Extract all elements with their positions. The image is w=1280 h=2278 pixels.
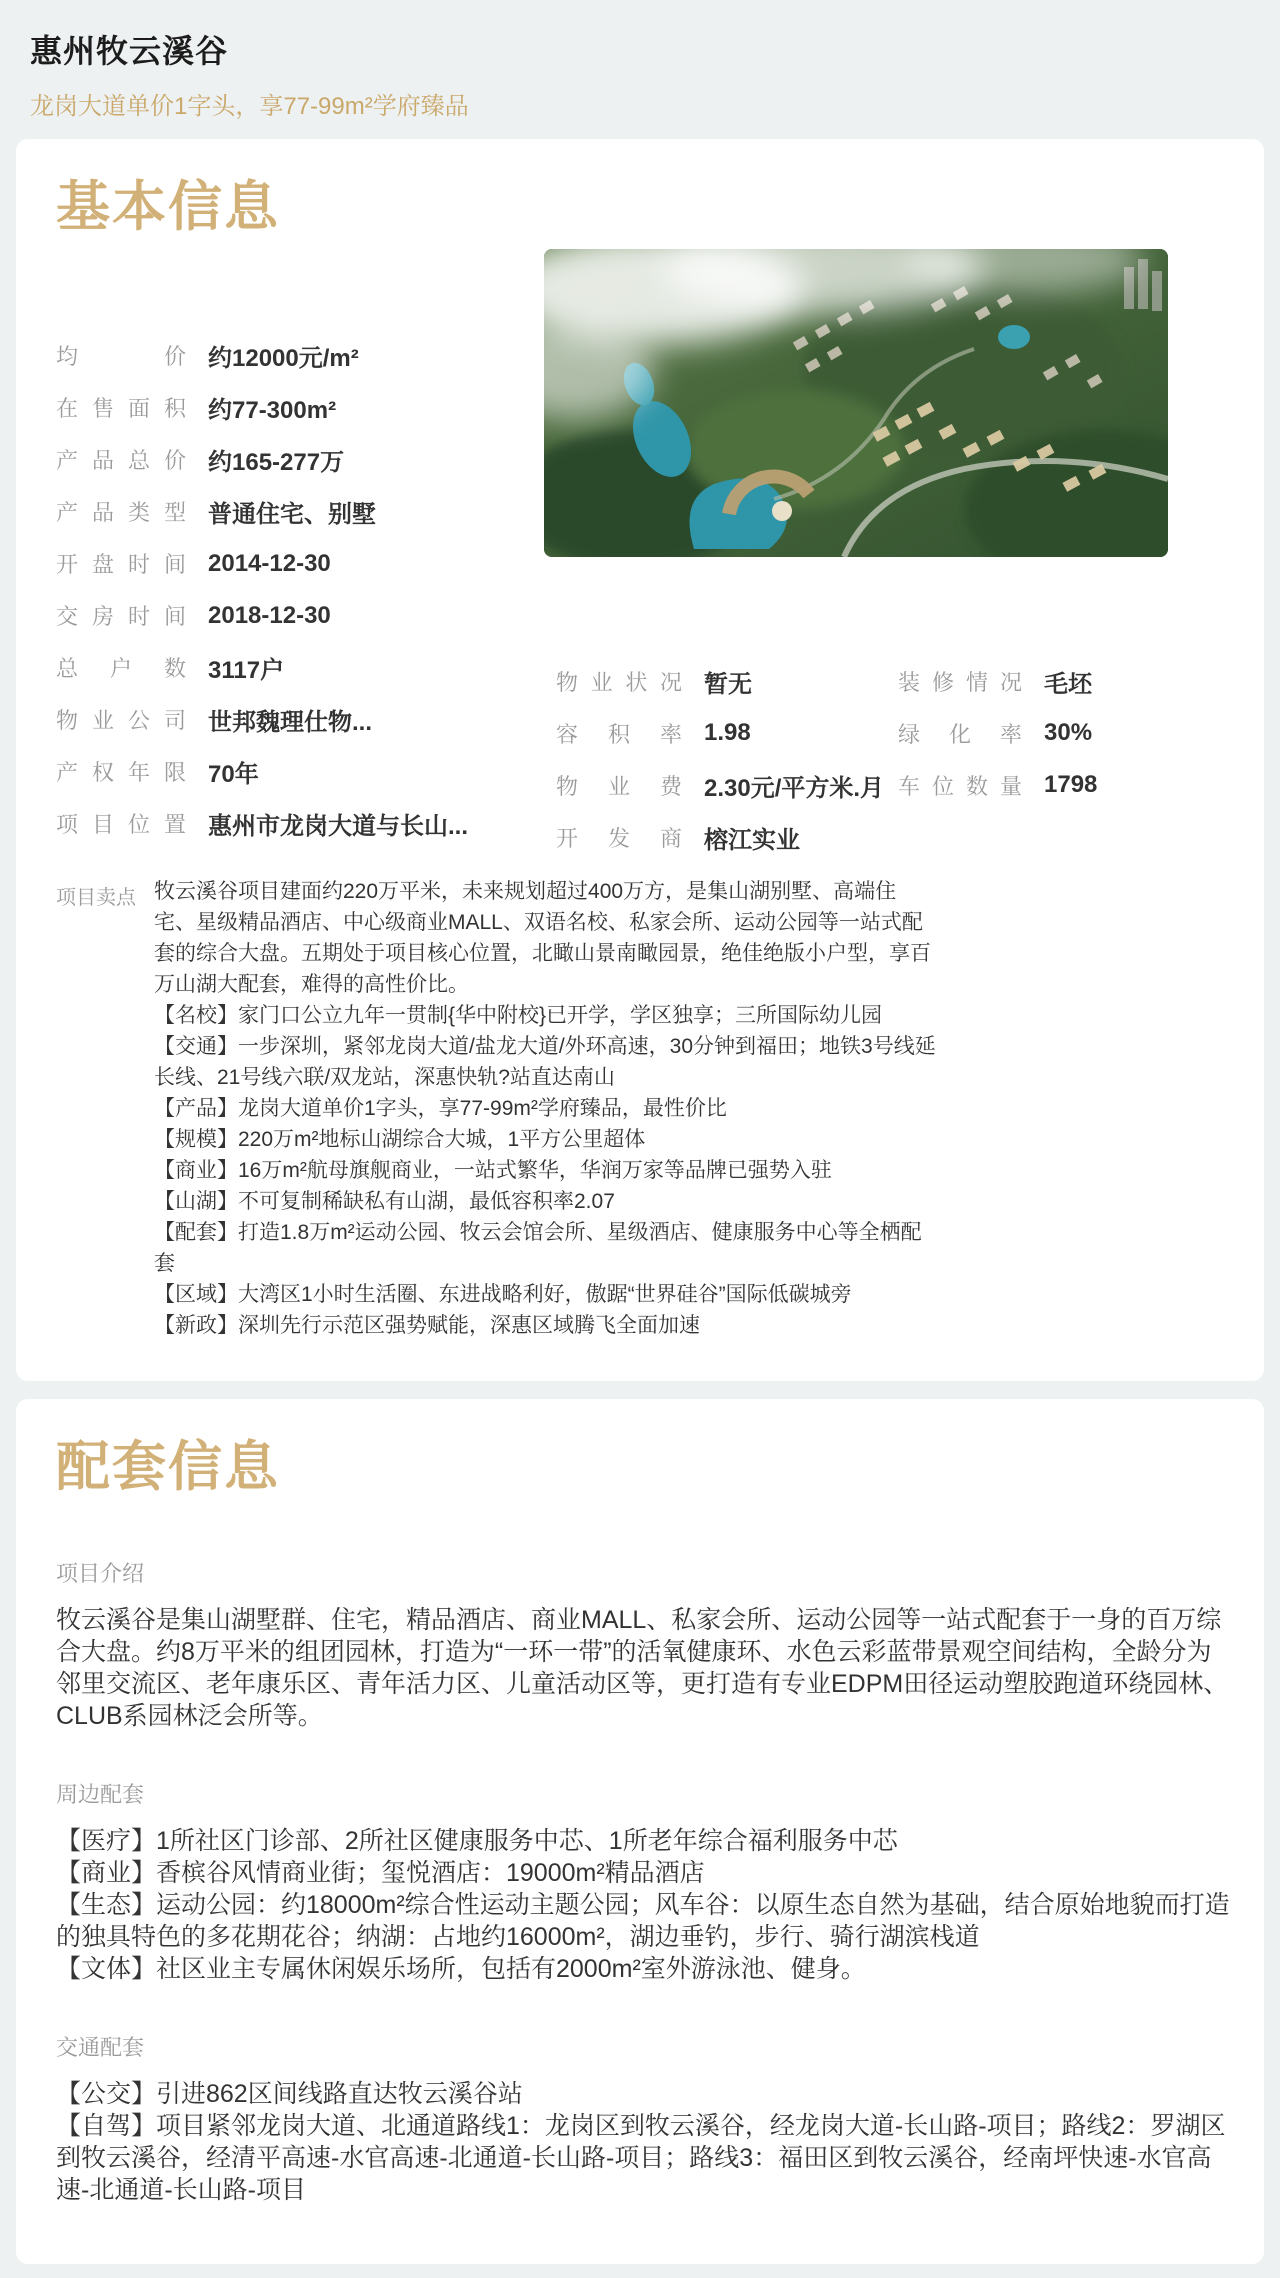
field-row-plot-ratio (556, 707, 884, 759)
field-label: 容积率 (556, 721, 682, 747)
field-row-product-type (56, 486, 536, 538)
selling-points-body (154, 876, 936, 1341)
field-row-developer (556, 811, 884, 863)
project-aerial-photo (544, 249, 1168, 557)
field-row-property-company (56, 694, 536, 746)
field-value: 毛坯 (1044, 670, 1092, 698)
field-label: 总户数 (56, 656, 186, 682)
selling-point-paragraph: 【交通】一步深圳，紧邻龙岗大道/盐龙大道/外环高速，30分钟到福田；地铁3号线延长线、21号线六联/双龙站，深惠快轨?站直达南山 (154, 1034, 936, 1089)
field-row-total-price (56, 434, 536, 486)
field-label: 开发商 (556, 825, 682, 851)
field-value: 1798 (1044, 771, 1098, 798)
field-row-project-location (56, 798, 536, 850)
field-value: 3117户 (208, 657, 285, 685)
field-row-property-status (556, 655, 884, 707)
basic-info-section-title: 基本信息 (56, 177, 280, 237)
surroundings-label: 周边配套 (56, 1782, 145, 1808)
basic-fields-left-column (56, 330, 536, 850)
project-intro-label: 项目介绍 (56, 1561, 145, 1587)
field-label: 产品类型 (56, 500, 186, 526)
field-value: 70年 (208, 761, 259, 789)
basic-fields-middle-column (556, 655, 884, 863)
field-label: 项目位置 (56, 812, 186, 838)
field-value: 2.30元/平方米.月 (704, 774, 885, 802)
traffic-item-bus: 【公交】引进862区间线路直达牧云溪谷站 (56, 2080, 523, 2109)
surroundings-item-medical: 【医疗】1所社区门诊部、2所社区健康服务中芯、1所老年综合福利服务中芯 (56, 1827, 898, 1856)
selling-point-paragraph: 【新政】深圳先行示范区强势赋能，深惠区域腾飞全面加速 (154, 1313, 700, 1337)
field-label: 交房时间 (56, 604, 186, 630)
field-label: 物业公司 (56, 708, 186, 734)
field-value: 30% (1044, 719, 1093, 746)
selling-point-paragraph: 【名校】家门口公立九年一贯制{华中附校}已开学，学区独享；三所国际幼儿园 (154, 1003, 883, 1027)
page-header (0, 0, 1280, 121)
field-row-opening-date (56, 538, 536, 590)
field-value-truncated: 惠州市龙岗大道与长山... (208, 813, 469, 841)
selling-point-paragraph: 【产品】龙岗大道单价1字头，享77-99m²学府臻品，最性价比 (154, 1096, 727, 1120)
field-value: 约77-300m² (208, 397, 337, 425)
surroundings-item-recreation: 【文体】社区业主专属休闲娱乐场所，包括有2000m²室外游泳池、健身。 (56, 1955, 866, 1984)
field-label: 均价 (56, 344, 186, 370)
field-value: 榕江实业 (704, 826, 800, 854)
field-row-parking-count (898, 759, 1097, 811)
field-value: 约12000元/m² (208, 345, 359, 373)
field-value: 暂无 (704, 670, 752, 698)
basic-fields-right-column (898, 655, 1097, 811)
selling-point-paragraph: 【区域】大湾区1小时生活圈、东进战略利好，傲踞“世界硅谷”国际低碳城旁 (154, 1282, 852, 1306)
project-intro-text: 牧云溪谷是集山湖墅群、住宅，精品酒店、商业MALL、私家会所、运动公园等一站式配套于一身的百万综合大盘。约8万平米的组团园林，打造为“一环一带”的活氧健康环、水色云彩蓝带景观空间结构，全龄分为邻里交流区、老年康乐区、青年活力区、儿童活动区等，更打造有专业EDPM田径运动塑胶跑道环绕园林、CLUB系园林泛会所等。 (56, 1606, 1229, 1731)
field-label: 物业状况 (556, 669, 682, 695)
aerial-photo-graphic (544, 249, 1168, 557)
surroundings-item-ecology: 【生态】运动公园：约18000m²综合性运动主题公园；风车谷：以原生态自然为基础，结合原始地貌而打造的独具特色的多花期花谷；纳湖：占地约16000m²，湖边垂钓，步行、骑行湖滨栈道 (56, 1891, 1230, 1952)
field-row-decoration (898, 655, 1097, 707)
field-row-average-price (56, 330, 536, 382)
field-label: 装修情况 (898, 669, 1022, 695)
field-label: 开盘时间 (56, 552, 186, 578)
facilities-section-title: 配套信息 (56, 1436, 280, 1497)
field-label: 产权年限 (56, 760, 186, 786)
field-value: 普通住宅、别墅 (208, 501, 376, 529)
selling-point-paragraph: 【商业】16万m²航母旗舰商业，一站式繁华，华润万家等品牌已强势入驻 (154, 1158, 832, 1182)
surroundings-item-commerce: 【商业】香槟谷风情商业街；玺悦酒店：19000m²精品酒店 (56, 1859, 705, 1888)
field-row-delivery-date (56, 590, 536, 642)
field-row-greening-rate (898, 707, 1097, 759)
field-value: 2018-12-30 (208, 601, 331, 629)
selling-point-paragraph: 【山湖】不可复制稀缺私有山湖，最低容积率2.07 (154, 1189, 615, 1213)
selling-point-paragraph: 【配套】打造1.8万m²运动公园、牧云会馆会所、星级酒店、健康服务中心等全栖配套 (154, 1220, 922, 1275)
field-value-truncated: 世邦魏理仕物... (208, 709, 373, 737)
field-label: 在售面积 (56, 396, 186, 422)
field-value: 约165-277万 (208, 449, 345, 477)
field-value: 2014-12-30 (208, 549, 331, 577)
field-label: 绿化率 (898, 721, 1022, 747)
page-title: 惠州牧云溪谷 (30, 33, 229, 69)
field-row-total-households (56, 642, 536, 694)
field-row-area-on-sale (56, 382, 536, 434)
field-row-property-fee (556, 759, 884, 811)
traffic-item-drive: 【自驾】项目紧邻龙岗大道、北通道路线1：龙岗区到牧云溪谷，经龙岗大道-长山路-项目；路线2：罗湖区到牧云溪谷，经清平高速-水官高速-北通道-长山路-项目；路线3：福田区到牧云溪谷，经南坪快速-水官高速-北通道-长山路-项目 (56, 2112, 1226, 2205)
field-label: 产品总价 (56, 448, 186, 474)
page-subtitle: 龙岗大道单价1字头，享77-99m²学府臻品 (30, 93, 469, 120)
field-label: 车位数量 (898, 773, 1022, 799)
selling-point-paragraph: 牧云溪谷项目建面约220万平米，未来规划超过400万方，是集山湖别墅、高端住宅、星级精品酒店、中心级商业MALL、双语名校、私家会所、运动公园等一站式配套的综合大盘。五期处于项目核心位置，北瞰山景南瞰园景，绝佳绝版小户型，享百万山湖大配套，难得的高性价比。 (154, 879, 931, 996)
field-row-tenure-years (56, 746, 536, 798)
selling-point-paragraph: 【规模】220万m²地标山湖综合大城，1平方公里超体 (154, 1127, 646, 1151)
selling-points-label: 项目卖点 (56, 886, 136, 909)
selling-points-row (56, 876, 1224, 1341)
basic-info-card (16, 139, 1264, 1381)
traffic-label: 交通配套 (56, 2035, 145, 2061)
field-value: 1.98 (704, 719, 751, 746)
field-label: 物业费 (556, 773, 682, 799)
facilities-card (16, 1399, 1264, 2265)
